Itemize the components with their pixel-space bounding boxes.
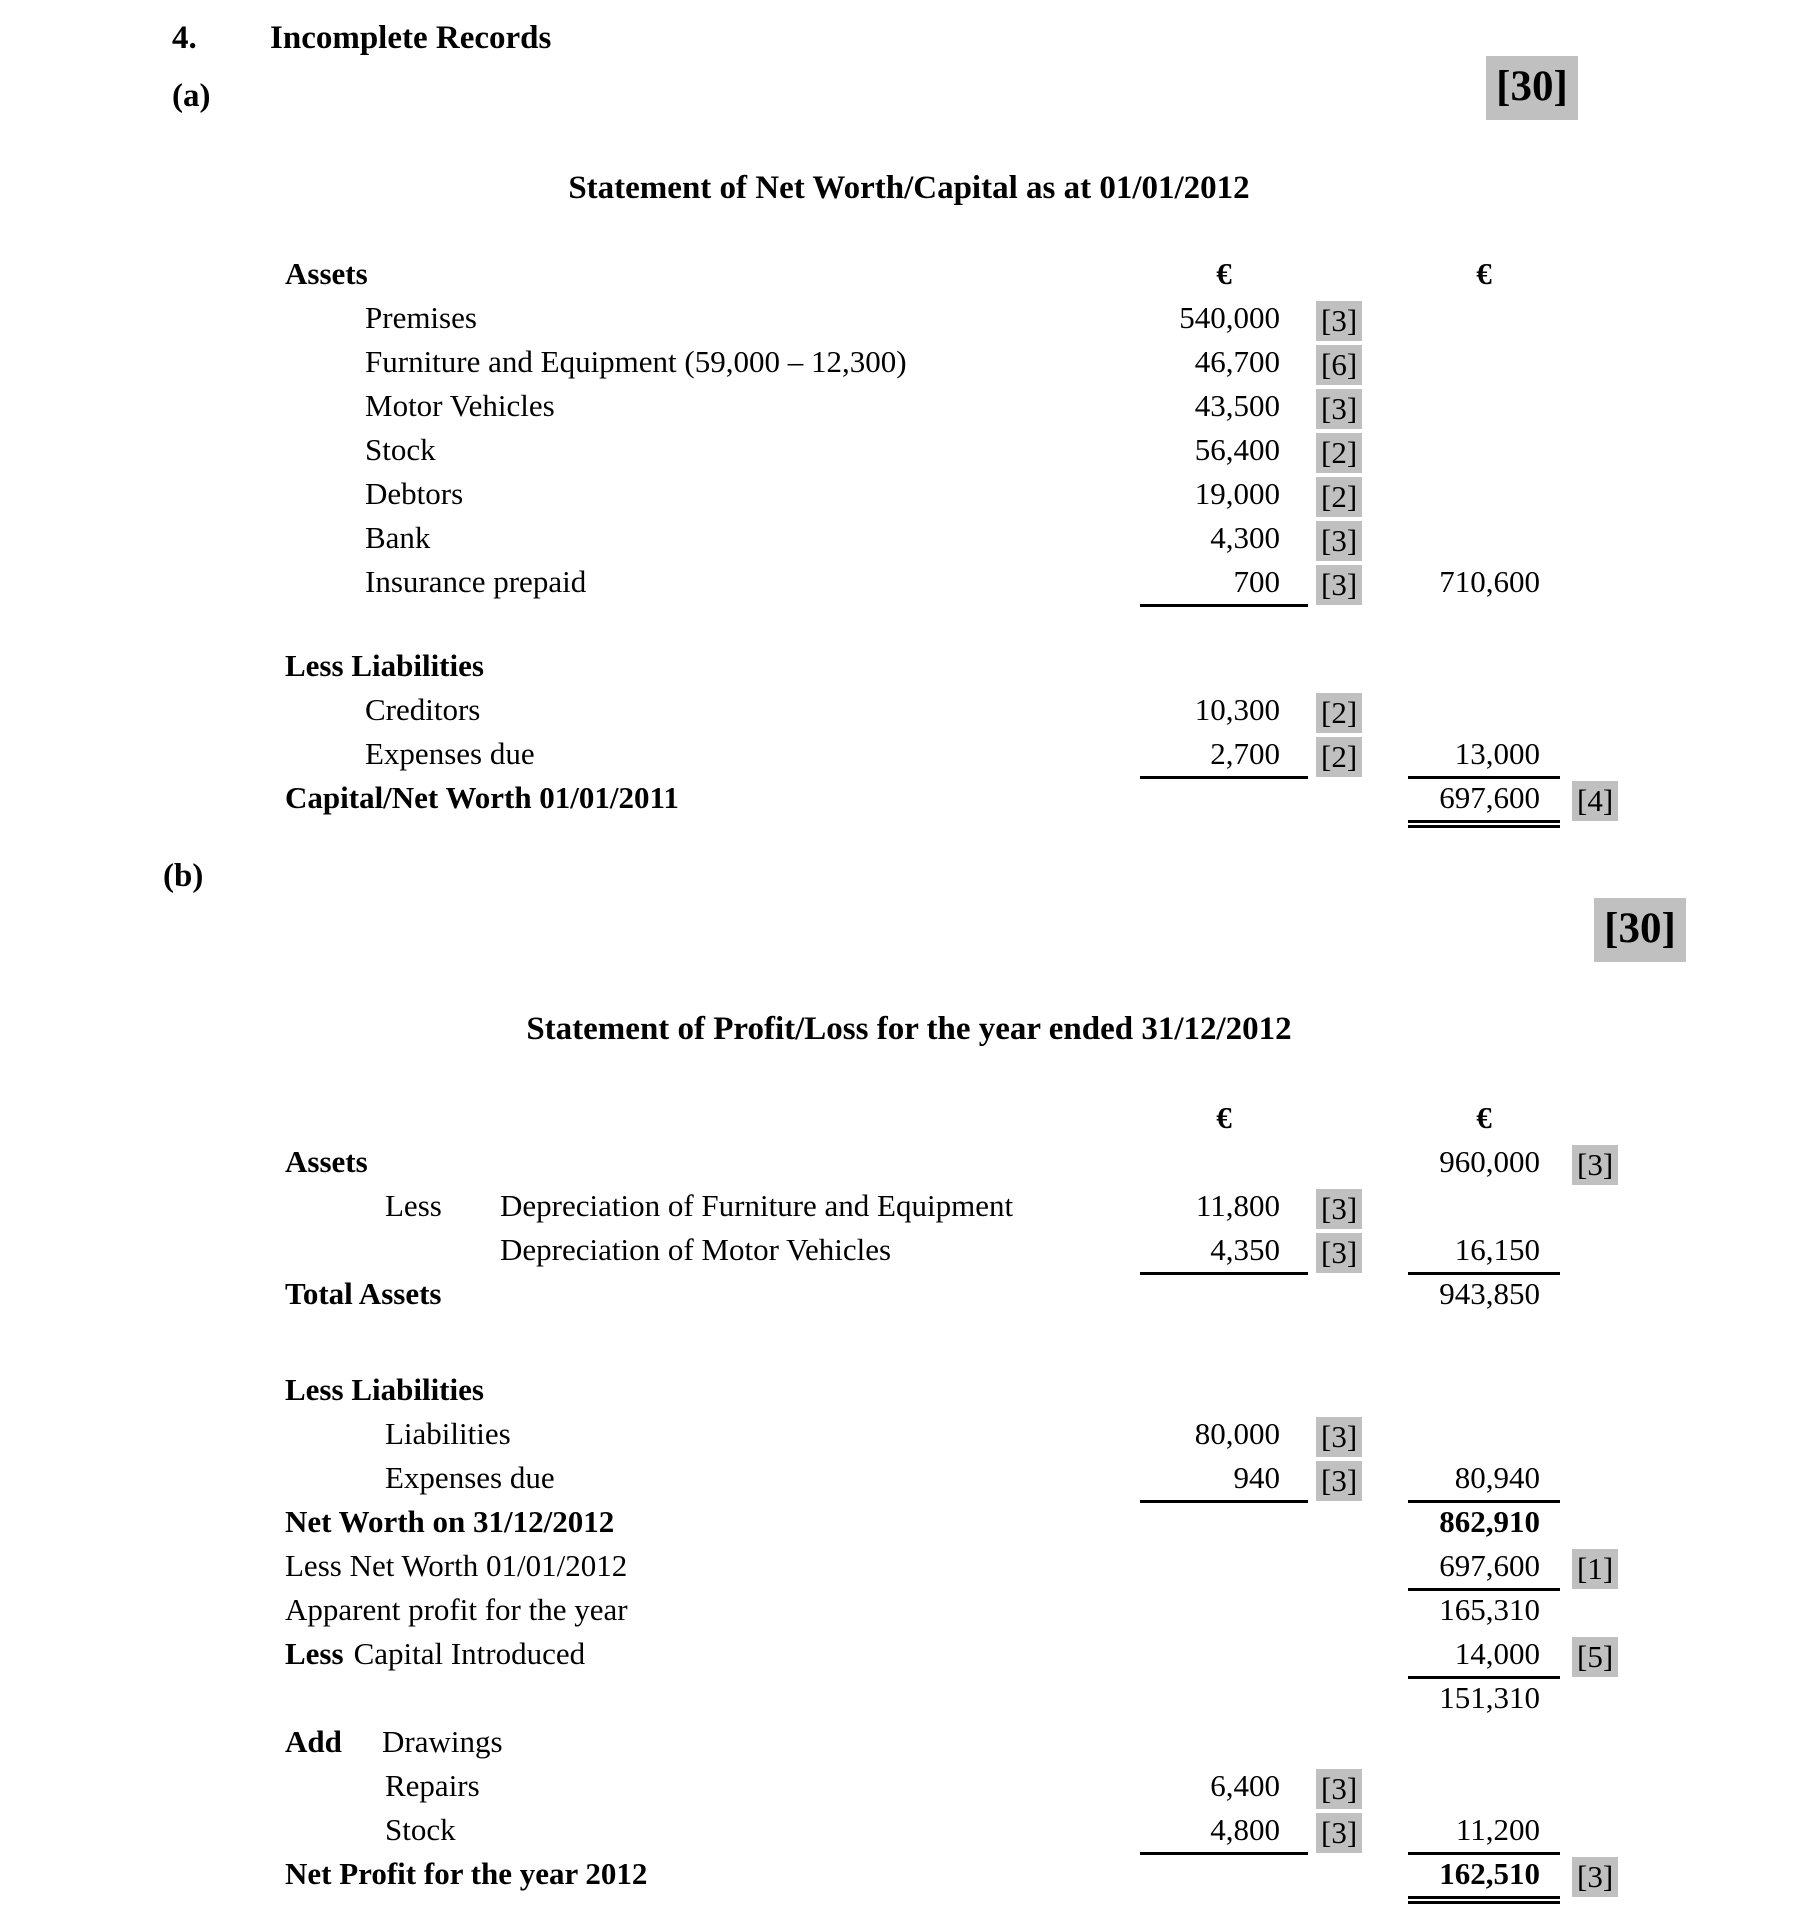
mark-badge: [3]: [1316, 1233, 1362, 1273]
mark-col2-cell: [1560, 560, 1660, 607]
mark-col1-cell: [1308, 560, 1408, 607]
row-label-cell: [285, 1588, 1140, 1632]
amount-col1-cell: [1140, 644, 1308, 688]
mark-col1-cell: [1308, 1544, 1408, 1591]
amount-col1-cell: 4,350: [1140, 1228, 1308, 1275]
mark-col1-cell: [1308, 1412, 1408, 1457]
row-label-cell: [285, 1140, 1140, 1185]
mark-badge: [3]: [1316, 565, 1362, 605]
statement-row: [285, 1368, 1660, 1412]
amount-col2-cell: 151,310: [1439, 1680, 1540, 1715]
question-number: 4.: [172, 20, 197, 56]
mark-col2-cell: [1560, 1632, 1660, 1679]
mark-badge: [3]: [1572, 1857, 1618, 1897]
mark-col2-cell: [1560, 516, 1660, 561]
row-label: Expenses due: [365, 736, 535, 771]
mark-badge: [5]: [1572, 1637, 1618, 1677]
row-label-cell: [285, 1184, 1140, 1229]
row-label: Debtors: [365, 476, 464, 511]
statement-row: [285, 1096, 1660, 1140]
row-label-cell: [285, 472, 1140, 517]
row-label-cell: [285, 1676, 1140, 1720]
amount-col1-cell: [1140, 1588, 1308, 1632]
mark-col1-cell: [1308, 252, 1408, 296]
mark-badge: [3]: [1316, 1189, 1362, 1229]
row-label: Capital Introduced: [353, 1636, 586, 1671]
mark-col1-cell: [1308, 688, 1408, 733]
mark-badge: [2]: [1316, 433, 1362, 473]
row-label: Repairs: [385, 1768, 480, 1803]
row-label: Net Profit for the year 2012: [285, 1856, 648, 1891]
statement-row: [285, 1588, 1660, 1632]
statement-row: [285, 428, 1660, 472]
row-label-cell: [285, 1096, 1140, 1140]
mark-col1-cell: [1308, 1184, 1408, 1229]
amount-col2-cell: [1408, 644, 1560, 688]
row-label: Creditors: [365, 692, 481, 727]
amount-col2-cell: [1408, 428, 1560, 473]
statement-row: [285, 1184, 1660, 1228]
mark-col1-cell: [1308, 776, 1408, 823]
amount-col2-cell: 862,910: [1439, 1504, 1540, 1539]
mark-col2-cell: [1560, 1500, 1660, 1544]
amount-col1-cell: [1140, 776, 1308, 823]
mark-col2-cell: [1560, 644, 1660, 688]
row-label-cell: [285, 516, 1140, 561]
mark-badge: [2]: [1316, 477, 1362, 517]
statement-a-table: [285, 252, 1660, 820]
mark-col2-cell: [1560, 472, 1660, 517]
mark-col2-cell: [1560, 1676, 1660, 1720]
row-label: Furniture and Equipment (59,000 – 12,300): [365, 344, 907, 379]
mark-badge: [4]: [1572, 781, 1618, 821]
statement-row: [285, 1140, 1660, 1184]
amount-col1-cell: 19,000: [1194, 476, 1280, 511]
row-label: Bank: [365, 520, 431, 555]
mark-badge: [2]: [1316, 693, 1362, 733]
row-label-cell: [285, 776, 1140, 823]
row-label: Motor Vehicles: [365, 388, 555, 423]
mark-col2-cell: [1560, 1764, 1660, 1809]
statement-row: [285, 1852, 1660, 1896]
mark-badge: [6]: [1316, 345, 1362, 385]
row-label-cell: [285, 644, 1140, 688]
amount-col2-cell: [1408, 296, 1560, 341]
row-label-cell: [285, 688, 1140, 733]
statement-row: [285, 688, 1660, 732]
amount-col2-cell: 165,310: [1439, 1592, 1540, 1627]
row-label-cell: [285, 1228, 1140, 1275]
row-prefix: Add: [285, 1724, 342, 1759]
mark-col1-cell: [1308, 472, 1408, 517]
mark-col1-cell: [1308, 1368, 1408, 1412]
mark-col2-cell: [1560, 1588, 1660, 1632]
statement-row: [285, 1412, 1660, 1456]
mark-col1-cell: [1308, 1632, 1408, 1679]
statement-row: [285, 1228, 1660, 1272]
amount-col1-cell: [1140, 1272, 1308, 1316]
statement-row: [285, 1456, 1660, 1500]
amount-col1-cell: 940: [1140, 1456, 1308, 1503]
amount-col1-cell: 4,800: [1140, 1808, 1308, 1855]
mark-col2-cell: [1560, 1720, 1660, 1764]
statement-row: [285, 1808, 1660, 1852]
amount-col2-cell: [1408, 1412, 1560, 1457]
statement-row: [285, 384, 1660, 428]
row-label: Less Liabilities: [285, 648, 484, 683]
row-label-cell: [285, 1456, 1140, 1503]
amount-col2-cell: [1408, 1184, 1560, 1229]
mark-col2-cell: [1560, 1184, 1660, 1229]
statement-row: [285, 252, 1660, 296]
row-label: Total Assets: [285, 1276, 442, 1311]
amount-col1-cell: 4,300: [1210, 520, 1280, 555]
spacer-row: [285, 1316, 1660, 1368]
mark-badge: [3]: [1316, 1461, 1362, 1501]
mark-col2-cell: [1560, 1456, 1660, 1503]
row-label-cell: [285, 296, 1140, 341]
amount-col1-cell: 540,000: [1179, 300, 1280, 335]
amount-col2-cell: [1408, 1764, 1560, 1809]
amount-col2-cell: 80,940: [1408, 1456, 1560, 1503]
mark-col2-cell: [1560, 1096, 1660, 1140]
spacer-row: [285, 604, 1660, 644]
row-prefix: Less: [385, 1188, 442, 1223]
statement-row: [285, 340, 1660, 384]
row-label-cell: [285, 1368, 1140, 1412]
statement-row: [285, 1272, 1660, 1316]
row-label-cell: [285, 1852, 1140, 1899]
amount-col2-cell: [1408, 340, 1560, 385]
mark-col1-cell: [1308, 516, 1408, 561]
statement-row: [285, 296, 1660, 340]
mark-col1-cell: [1308, 1808, 1408, 1855]
mark-badge: [3]: [1316, 389, 1362, 429]
mark-col1-cell: [1308, 384, 1408, 429]
mark-col2-cell: [1560, 1272, 1660, 1316]
mark-col2-cell: [1560, 1544, 1660, 1591]
row-label-cell: [285, 1720, 1140, 1764]
mark-col1-cell: [1308, 644, 1408, 688]
row-label: Net Worth on 31/12/2012: [285, 1504, 615, 1539]
row-label: Drawings: [382, 1724, 503, 1759]
row-label-cell: [285, 1808, 1140, 1855]
question-title: Incomplete Records: [270, 20, 552, 56]
row-label-cell: [285, 560, 1140, 607]
statement-row: [285, 1764, 1660, 1808]
amount-col1-cell: 46,700: [1194, 344, 1280, 379]
mark-badge: [2]: [1316, 737, 1362, 777]
row-label-cell: [285, 1412, 1140, 1457]
statement-row: [285, 1720, 1660, 1764]
amount-col1-cell: [1140, 1676, 1308, 1720]
amount-col2-cell: 162,510: [1408, 1852, 1560, 1899]
mark-badge: [1]: [1572, 1549, 1618, 1589]
statement-row: [285, 732, 1660, 776]
part-a-marks-badge: [30]: [1486, 56, 1578, 120]
row-label-cell: [285, 1632, 1140, 1679]
amount-col2-cell: 960,000: [1439, 1144, 1540, 1179]
mark-col2-cell: [1560, 1412, 1660, 1457]
amount-col1-cell: 2,700: [1140, 732, 1308, 779]
amount-col1-cell: [1140, 1140, 1308, 1185]
statement-row: [285, 1500, 1660, 1544]
row-prefix: Less: [285, 1636, 344, 1671]
amount-col1-cell: [1140, 1500, 1308, 1544]
row-label: Assets: [285, 256, 368, 291]
amount-col1-cell: 6,400: [1210, 1768, 1280, 1803]
statement-row: [285, 644, 1660, 688]
mark-col2-cell: [1560, 1228, 1660, 1275]
statement-row: [285, 1544, 1660, 1588]
statement-b-title: Statement of Profit/Loss for the year ended 31/12/2012: [526, 1011, 1292, 1047]
row-label: Capital/Net Worth 01/01/2011: [285, 780, 679, 815]
amount-col2-cell: 710,600: [1439, 564, 1540, 599]
mark-col1-cell: [1308, 1272, 1408, 1316]
row-label: Assets: [285, 1144, 368, 1179]
row-label: Less Liabilities: [285, 1372, 484, 1407]
row-label-cell: [285, 428, 1140, 473]
row-label-cell: [285, 1500, 1140, 1544]
mark-col1-cell: [1308, 1676, 1408, 1720]
mark-col1-cell: [1308, 1852, 1408, 1899]
row-label: Premises: [365, 300, 477, 335]
mark-col1-cell: [1308, 1228, 1408, 1275]
currency-header-col1: €: [1216, 256, 1232, 291]
part-a-label: (a): [172, 78, 211, 114]
part-b-marks-badge: [30]: [1594, 898, 1686, 962]
mark-col2-cell: [1560, 296, 1660, 341]
row-label: Less Net Worth 01/01/2012: [285, 1548, 628, 1583]
mark-col2-cell: [1560, 428, 1660, 473]
mark-col2-cell: [1560, 252, 1660, 296]
row-label: Liabilities: [385, 1416, 511, 1451]
row-label-cell: [285, 732, 1140, 779]
row-label: Depreciation of Motor Vehicles: [500, 1232, 892, 1267]
mark-col1-cell: [1308, 732, 1408, 779]
mark-col2-cell: [1560, 688, 1660, 733]
mark-col1-cell: [1308, 1456, 1408, 1503]
amount-col1-cell: 43,500: [1194, 388, 1280, 423]
amount-col2-cell: [1408, 1720, 1560, 1764]
mark-col1-cell: [1308, 1764, 1408, 1809]
row-label: Apparent profit for the year: [285, 1592, 628, 1627]
amount-col1-cell: [1140, 1852, 1308, 1899]
amount-col2-cell: 697,600: [1408, 1544, 1560, 1591]
amount-col2-cell: 697,600: [1408, 776, 1560, 823]
amount-col1-cell: 700: [1140, 560, 1308, 607]
statement-row: [285, 776, 1660, 820]
amount-col1-cell: 80,000: [1194, 1416, 1280, 1451]
mark-col1-cell: [1308, 1096, 1408, 1140]
mark-badge: [3]: [1316, 301, 1362, 341]
amount-col1-cell: [1140, 1544, 1308, 1591]
mark-col2-cell: [1560, 1140, 1660, 1185]
amount-col1-cell: 56,400: [1194, 432, 1280, 467]
amount-col2-cell: 13,000: [1408, 732, 1560, 779]
row-label-cell: [285, 1544, 1140, 1591]
statement-row: [285, 1676, 1660, 1720]
amount-col2-cell: [1408, 472, 1560, 517]
mark-col1-cell: [1308, 340, 1408, 385]
amount-col2-cell: 16,150: [1408, 1228, 1560, 1275]
mark-badge: [3]: [1316, 521, 1362, 561]
amount-col1-cell: 11,800: [1195, 1188, 1280, 1223]
statement-a-title: Statement of Net Worth/Capital as at 01/01/2012: [568, 170, 1250, 206]
amount-col1-cell: [1140, 1632, 1308, 1679]
mark-col1-cell: [1308, 296, 1408, 341]
row-label-cell: [285, 1764, 1140, 1809]
amount-col2-cell: [1408, 384, 1560, 429]
currency-header-col2: €: [1476, 1100, 1492, 1135]
row-label: Stock: [365, 432, 436, 467]
mark-badge: [3]: [1316, 1769, 1362, 1809]
row-label-cell: [285, 252, 1140, 296]
mark-col1-cell: [1308, 1588, 1408, 1632]
row-label: Expenses due: [385, 1460, 555, 1495]
amount-col2-cell: [1408, 516, 1560, 561]
amount-col1-cell: [1140, 1368, 1308, 1412]
row-label: Depreciation of Furniture and Equipment: [500, 1188, 1014, 1223]
mark-col2-cell: [1560, 1368, 1660, 1412]
row-label-cell: [285, 384, 1140, 429]
currency-header-col1: €: [1216, 1100, 1232, 1135]
mark-badge: [3]: [1316, 1813, 1362, 1853]
statement-row: [285, 516, 1660, 560]
mark-col2-cell: [1560, 1808, 1660, 1855]
mark-col1-cell: [1308, 1140, 1408, 1185]
mark-badge: [3]: [1572, 1145, 1618, 1185]
mark-col2-cell: [1560, 340, 1660, 385]
row-label: Insurance prepaid: [365, 564, 587, 599]
mark-col1-cell: [1308, 428, 1408, 473]
mark-col1-cell: [1308, 1720, 1408, 1764]
amount-col2-cell: 14,000: [1408, 1632, 1560, 1679]
mark-badge: [3]: [1316, 1417, 1362, 1457]
mark-col2-cell: [1560, 732, 1660, 779]
currency-header-col2: €: [1476, 256, 1492, 291]
row-label-cell: [285, 1272, 1140, 1316]
mark-col1-cell: [1308, 1500, 1408, 1544]
amount-col2-cell: 11,200: [1408, 1808, 1560, 1855]
mark-col2-cell: [1560, 384, 1660, 429]
statement-row: [285, 560, 1660, 604]
amount-col1-cell: 10,300: [1194, 692, 1280, 727]
row-label: Stock: [385, 1812, 456, 1847]
amount-col1-cell: [1140, 1720, 1308, 1764]
part-b-label: (b): [163, 858, 204, 894]
mark-col2-cell: [1560, 1852, 1660, 1899]
statement-row: [285, 1632, 1660, 1676]
amount-col2-cell: [1408, 688, 1560, 733]
statement-b-table: [285, 1096, 1660, 1896]
statement-row: [285, 472, 1660, 516]
row-label-cell: [285, 340, 1140, 385]
amount-col2-cell: [1408, 1368, 1560, 1412]
amount-col2-cell: 943,850: [1439, 1276, 1540, 1311]
mark-col2-cell: [1560, 776, 1660, 823]
